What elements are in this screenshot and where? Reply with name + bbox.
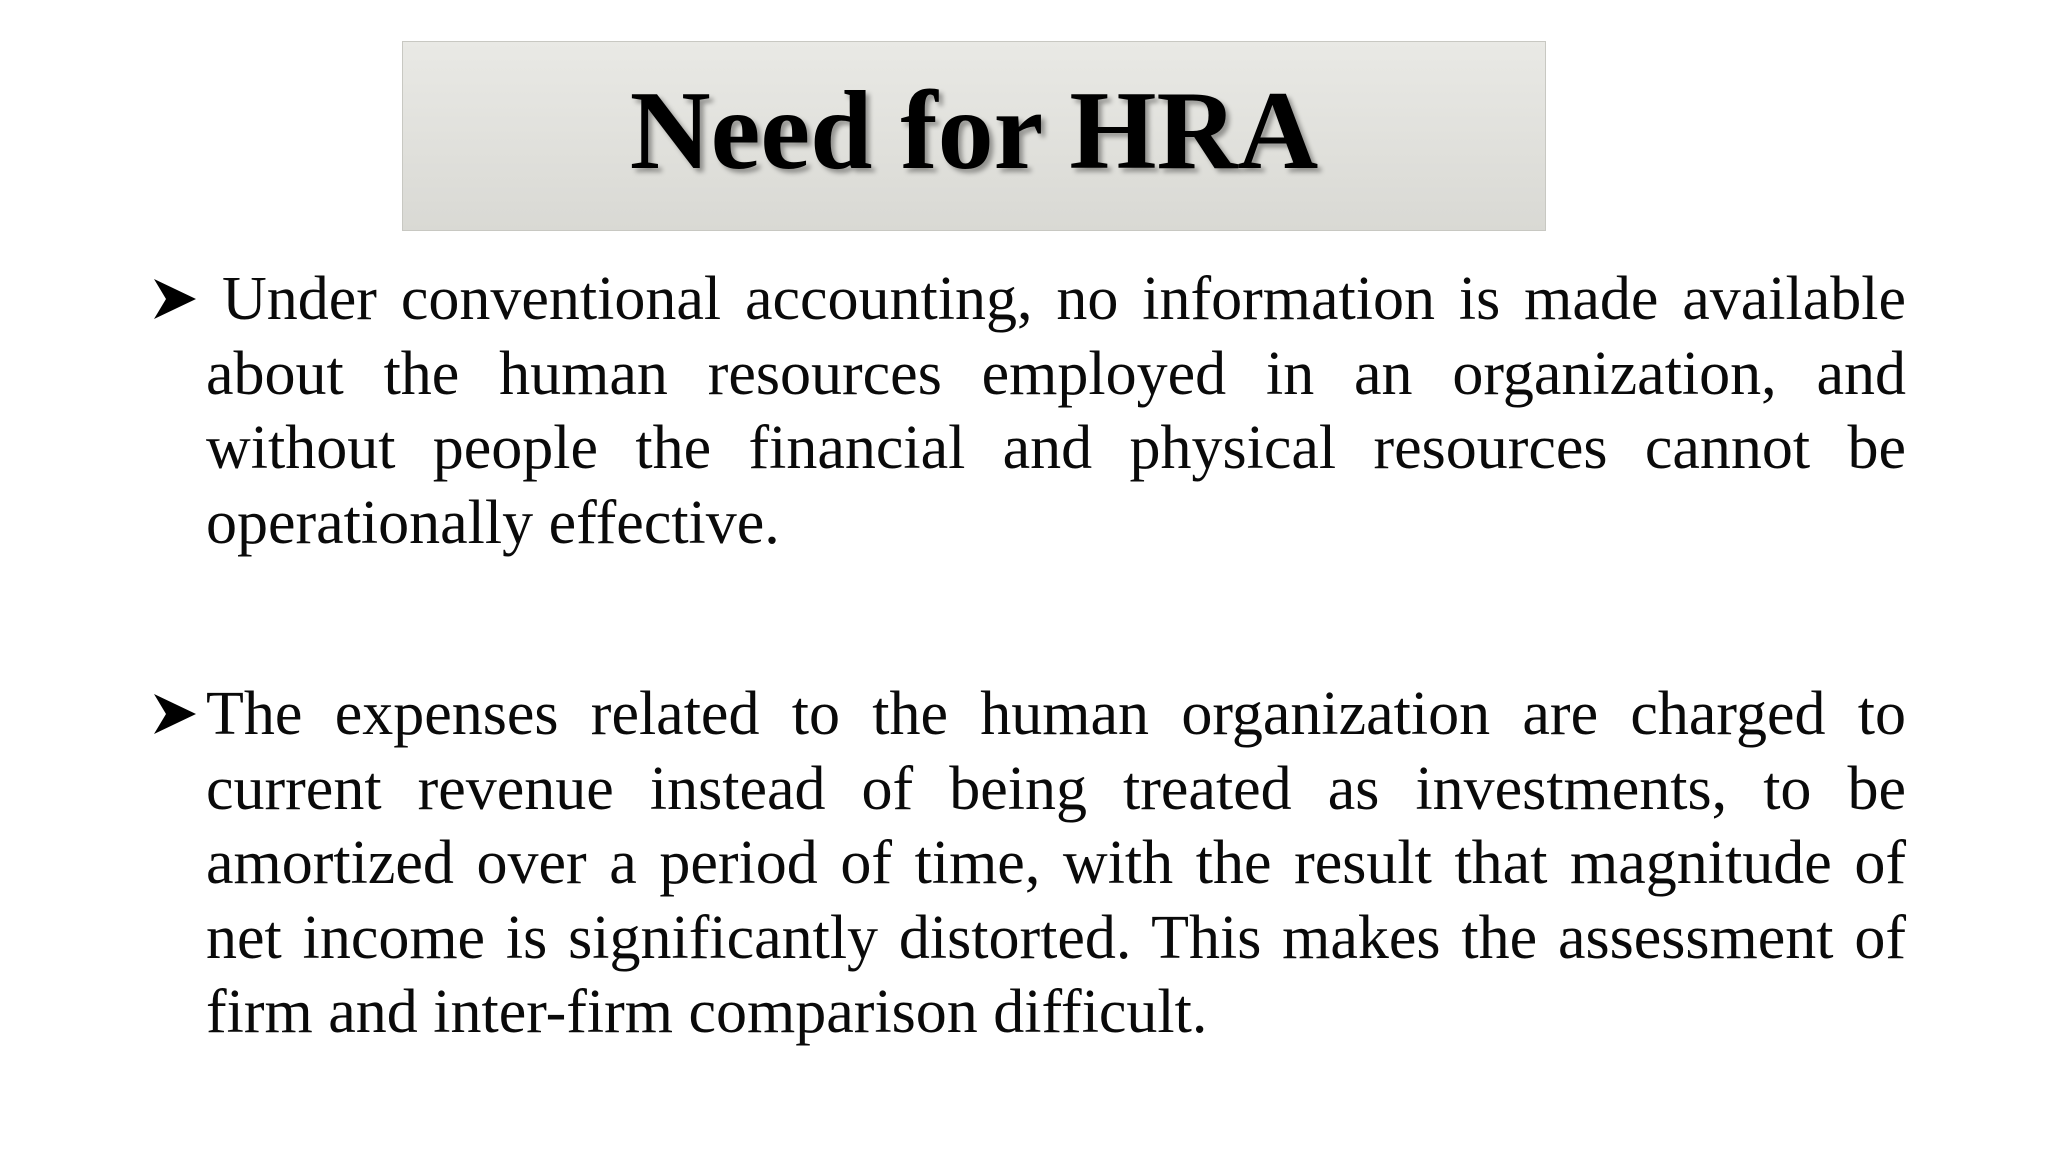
bullet-item (150, 677, 1906, 1050)
arrowhead-bullet-icon (150, 274, 200, 324)
title-banner (402, 41, 1546, 231)
bullet-text: Under conventional accounting, no information is made available about the human resources employed in an organization, and without people the financial and physical resources cannot be operationally effective. (206, 265, 1906, 557)
bullet-item (150, 262, 1906, 560)
bullet-text: The expenses related to the human organization are charged to current revenue instead of being treated as investments, to be amortized over a period of time, with the result that magnitude of net income is significantly distorted. This makes the assessment of firm and inter-firm comparison difficult. (206, 680, 1906, 1046)
arrowhead-bullet-icon (150, 689, 200, 739)
slide-title: Need for HRA (629, 69, 1319, 193)
